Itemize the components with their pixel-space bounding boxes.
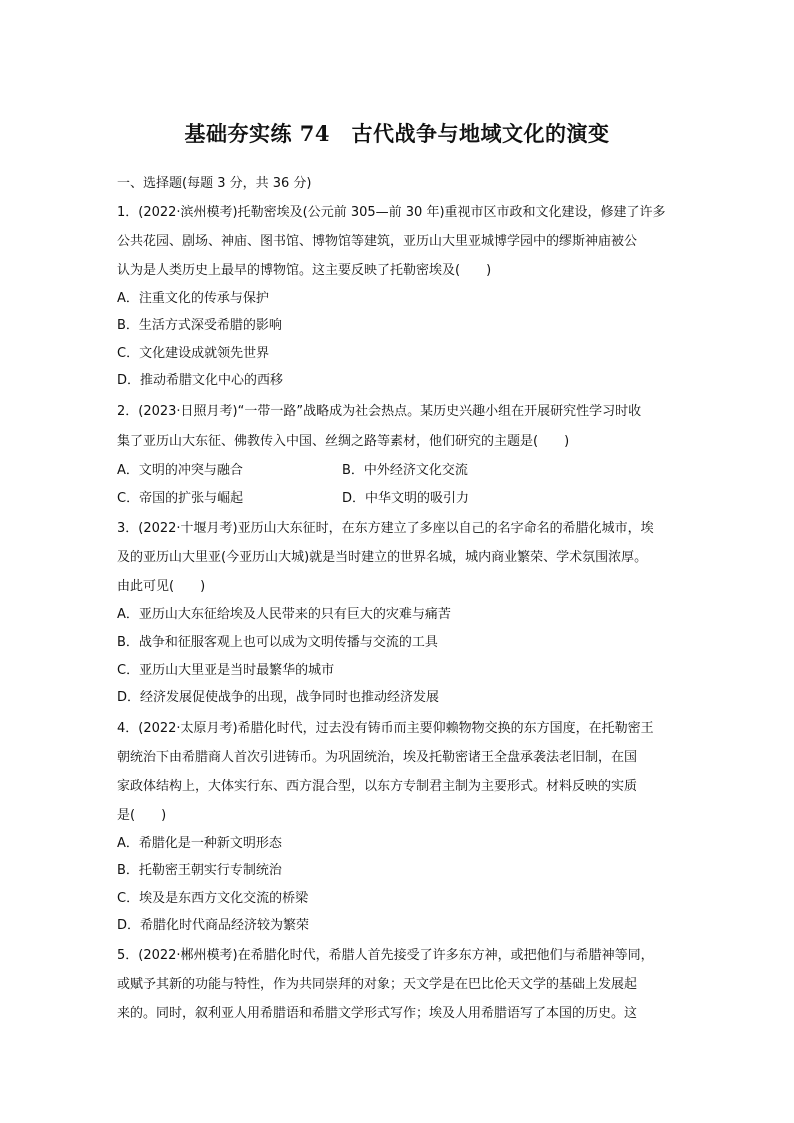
question-1-option-d: D．推动希腊文化中心的西移 (117, 373, 284, 388)
question-4-line-1: 4．(2022·太原月考)希腊化时代，过去没有铸币而主要仰赖物物交换的东方国度，在托勒密王 (117, 721, 654, 736)
question-1-option-c: C．文化建设成就领先世界 (117, 346, 270, 361)
question-4-option-b: B．托勒密王朝实行专制统治 (117, 863, 282, 878)
section-heading: 一、选择题(每题 3 分，共 36 分) (117, 176, 312, 191)
question-2-line-1: 2．(2023·日照月考)“一带一路”战略成为社会热点。某历史兴趣小组在开展研究性学习时收 (117, 404, 642, 419)
question-1-line-1: 1．(2022·滨州模考)托勒密埃及(公元前 305—前 30 年)重视市区市政和文化建设，修建了许多 (117, 205, 666, 220)
question-4-option-a: A．希腊化是一种新文明形态 (117, 836, 282, 851)
question-3-option-a: A．亚历山大东征给埃及人民带来的只有巨大的灾难与痛苦 (117, 607, 451, 622)
question-5-line-2: 或赋予其新的功能与特性，作为共同崇拜的对象；天文学是在巴比伦天文学的基础上发展起 (117, 977, 638, 992)
question-1-line-2: 公共花园、剧场、神庙、图书馆、博物馆等建筑，亚历山大里亚城博学园中的缪斯神庙被公 (117, 234, 638, 249)
question-2-option-b: B．中外经济文化交流 (342, 463, 468, 478)
question-1-line-3: 认为是人类历史上最早的博物馆。这主要反映了托勒密埃及( ) (117, 263, 492, 278)
question-2-line-2: 集了亚历山大东征、佛教传入中国、丝绸之路等素材，他们研究的主题是( ) (117, 434, 570, 449)
question-4-option-c: C．埃及是东西方文化交流的桥梁 (117, 891, 309, 906)
question-3-option-d: D．经济发展促使战争的出现，战争同时也推动经济发展 (117, 690, 440, 705)
question-2-option-a: A．文明的冲突与融合 (117, 463, 243, 478)
question-2-option-d: D．中华文明的吸引力 (342, 491, 470, 506)
question-2-option-c: C．帝国的扩张与崛起 (117, 491, 244, 506)
question-3-line-2: 及的亚历山大里亚(今亚历山大城)就是当时建立的世界名城，城内商业繁荣、学术氛围浓厚。 (117, 550, 648, 565)
question-4-line-4: 是( ) (117, 808, 167, 823)
question-3-option-c: C．亚历山大里亚是当时最繁华的城市 (117, 663, 335, 678)
page-title: 基础夯实练 74 古代战争与地域文化的演变 (184, 121, 610, 146)
question-1-option-a: A．注重文化的传承与保护 (117, 291, 269, 306)
question-5-line-1: 5．(2022·郴州模考)在希腊化时代，希腊人首先接受了许多东方神，或把他们与希腊神等同， (117, 948, 654, 963)
question-3-option-b: B．战争和征服客观上也可以成为文明传播与交流的工具 (117, 635, 438, 650)
question-1-option-b: B．生活方式深受希腊的影响 (117, 318, 282, 333)
question-3-line-1: 3．(2022·十堰月考)亚历山大东征时，在东方建立了多座以自己的名字命名的希腊化城市，埃 (117, 521, 654, 536)
question-4-line-2: 朝统治下由希腊商人首次引进铸币。为巩固统治，埃及托勒密诸王全盘承袭法老旧制，在国 (117, 750, 638, 765)
question-5-line-3: 来的。同时，叙利亚人用希腊语和希腊文学形式写作；埃及人用希腊语写了本国的历史。这 (117, 1006, 638, 1021)
question-4-line-3: 家政体结构上，大体实行东、西方混合型，以东方专制君主制为主要形式。材料反映的实质 (117, 779, 638, 794)
question-3-line-3: 由此可见( ) (117, 579, 206, 594)
question-4-option-d: D．希腊化时代商品经济较为繁荣 (117, 918, 310, 933)
